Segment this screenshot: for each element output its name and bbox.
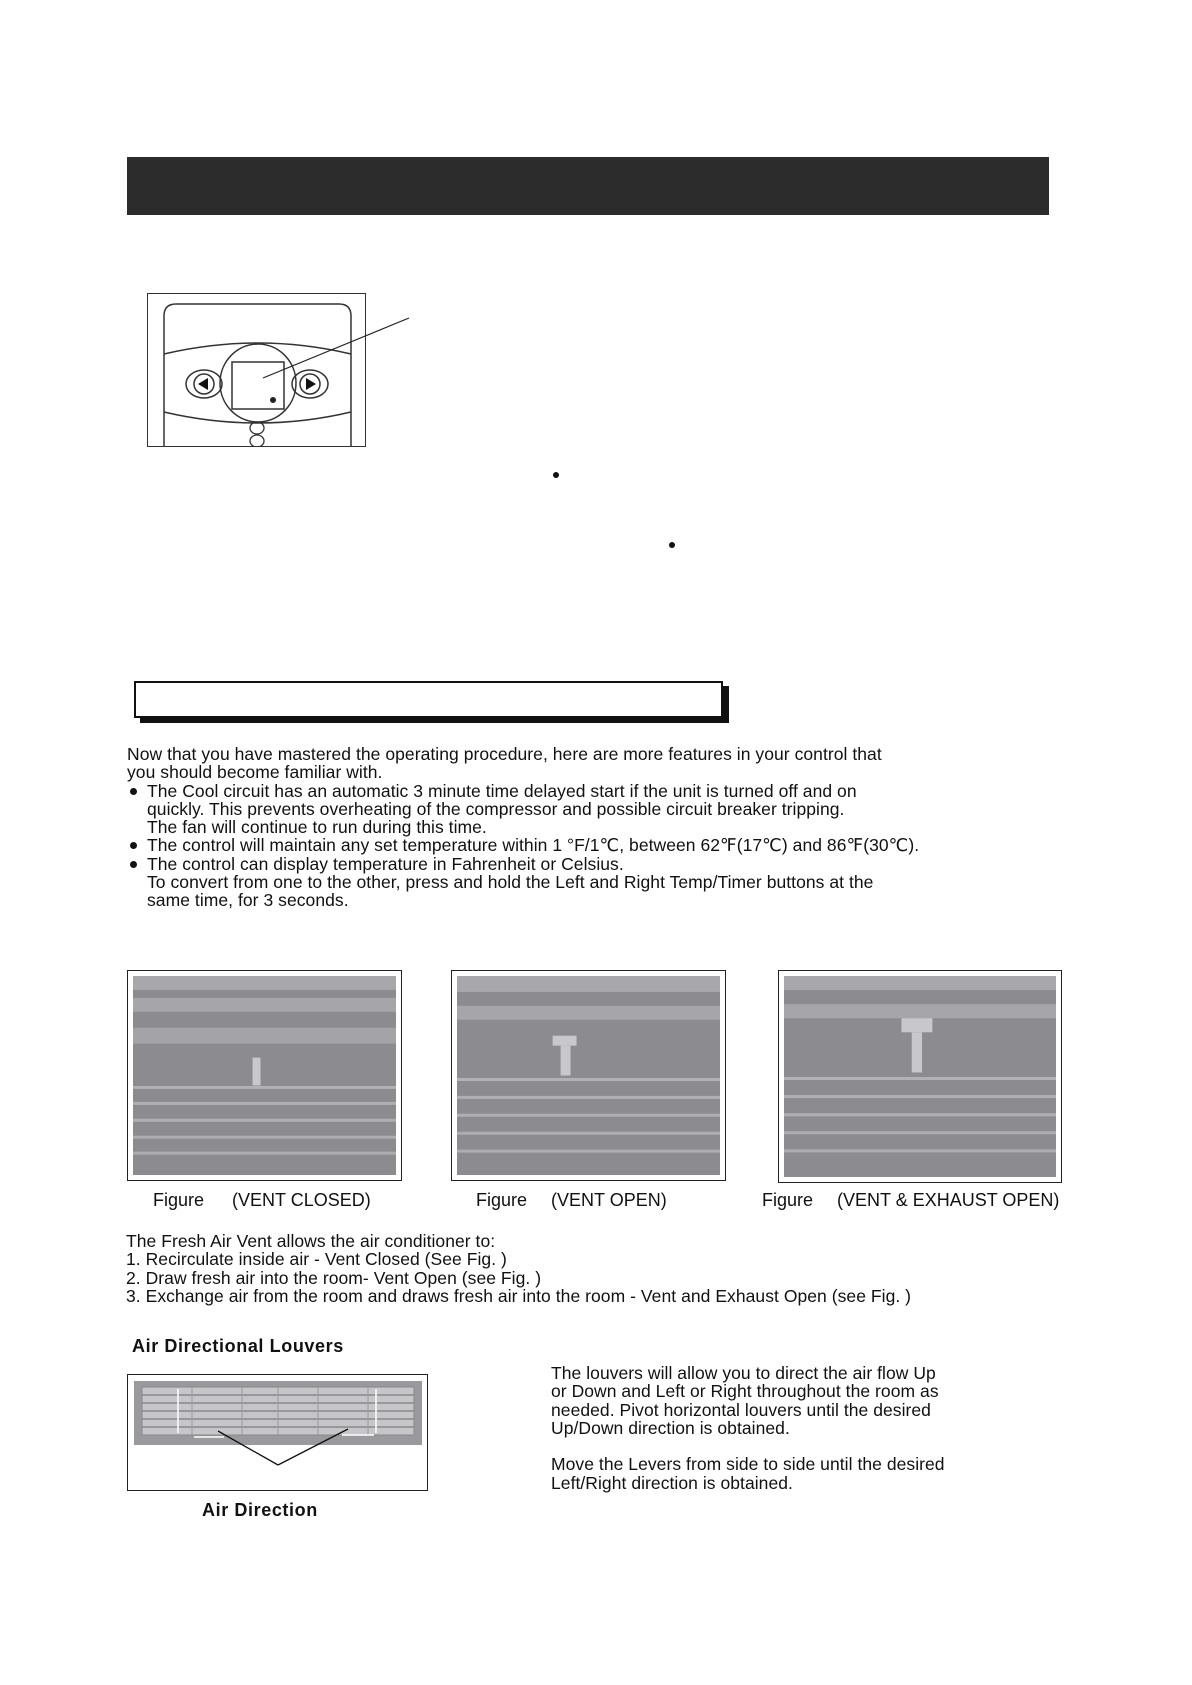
list-item: 1. Recirculate inside air - Vent Closed (See Fig. ) <box>126 1249 507 1270</box>
louver-illustration <box>127 1374 428 1491</box>
louvers-line: Move the Levers from side to side until the desired <box>551 1454 945 1475</box>
intro-line: Now that you have mastered the operating procedure, here are more features in your control that <box>127 744 882 764</box>
stray-bullet <box>669 542 675 548</box>
bullet-continuation: quickly. This prevents overheating of the compressor and possible circuit breaker tripping. <box>147 798 845 819</box>
louvers-line: Up/Down direction is obtained. <box>551 1417 790 1438</box>
fresh-air-text <box>126 1232 1026 1305</box>
louvers-line: or Down and Left or Right throughout the room as <box>551 1381 939 1402</box>
bullet-item: The control can display temperature in Fahrenheit or Celsius. <box>127 855 1007 873</box>
fresh-air-intro: The Fresh Air Vent allows the air conditioner to: <box>126 1231 496 1251</box>
bullet-continuation: The fan will continue to run during this time. <box>147 817 487 838</box>
paragraph-gap <box>551 1437 1011 1455</box>
louvers-heading: Air Directional Louvers <box>132 1336 344 1356</box>
stray-bullet <box>553 472 559 478</box>
features-text <box>127 745 1007 910</box>
louvers-line: Left/Right direction is obtained. <box>551 1472 793 1493</box>
louver-caption: Air Direction <box>202 1500 318 1520</box>
figure-caption: Figure (VENT & EXHAUST OPEN) <box>762 1190 1060 1210</box>
bullet-continuation: same time, for 3 seconds. <box>147 890 349 911</box>
list-item: 3. Exchange air from the room and draws fresh air into the room - Vent and Exhaust Open (see Fig. ) <box>126 1285 912 1306</box>
louvers-text <box>551 1364 1011 1492</box>
louvers-line: needed. Pivot horizontal louvers until the desired <box>551 1399 931 1420</box>
bullet-dot <box>130 788 137 795</box>
bullet-item: The control will maintain any set temperature within 1 °F/1℃, between 62℉(17℃) and 86℉(30℃). <box>127 836 1007 854</box>
bullet-continuation: To convert from one to the other, press and hold the Left and Right Temp/Timer buttons at the <box>147 872 874 893</box>
remote-control-illustration <box>147 293 366 447</box>
list-item: 2. Draw fresh air into the room- Vent Open (see Fig. ) <box>126 1267 542 1288</box>
section-header-bar <box>127 157 1049 215</box>
figure-caption: Figure (VENT OPEN) <box>476 1190 667 1210</box>
vent-closed-photo <box>127 970 402 1181</box>
intro-line: you should become familiar with. <box>127 762 383 783</box>
bullet-dot <box>130 842 137 849</box>
features-heading-box <box>134 681 723 718</box>
vent-open-photo <box>451 970 726 1181</box>
vent-exhaust-open-photo <box>778 970 1062 1183</box>
figure-caption: Figure (VENT CLOSED) <box>153 1190 371 1210</box>
bullet-dot <box>130 861 137 868</box>
bullet-item: The Cool circuit has an automatic 3 minute time delayed start if the unit is turned off and on <box>127 782 1007 800</box>
louvers-line: The louvers will allow you to direct the air flow Up <box>551 1363 936 1383</box>
